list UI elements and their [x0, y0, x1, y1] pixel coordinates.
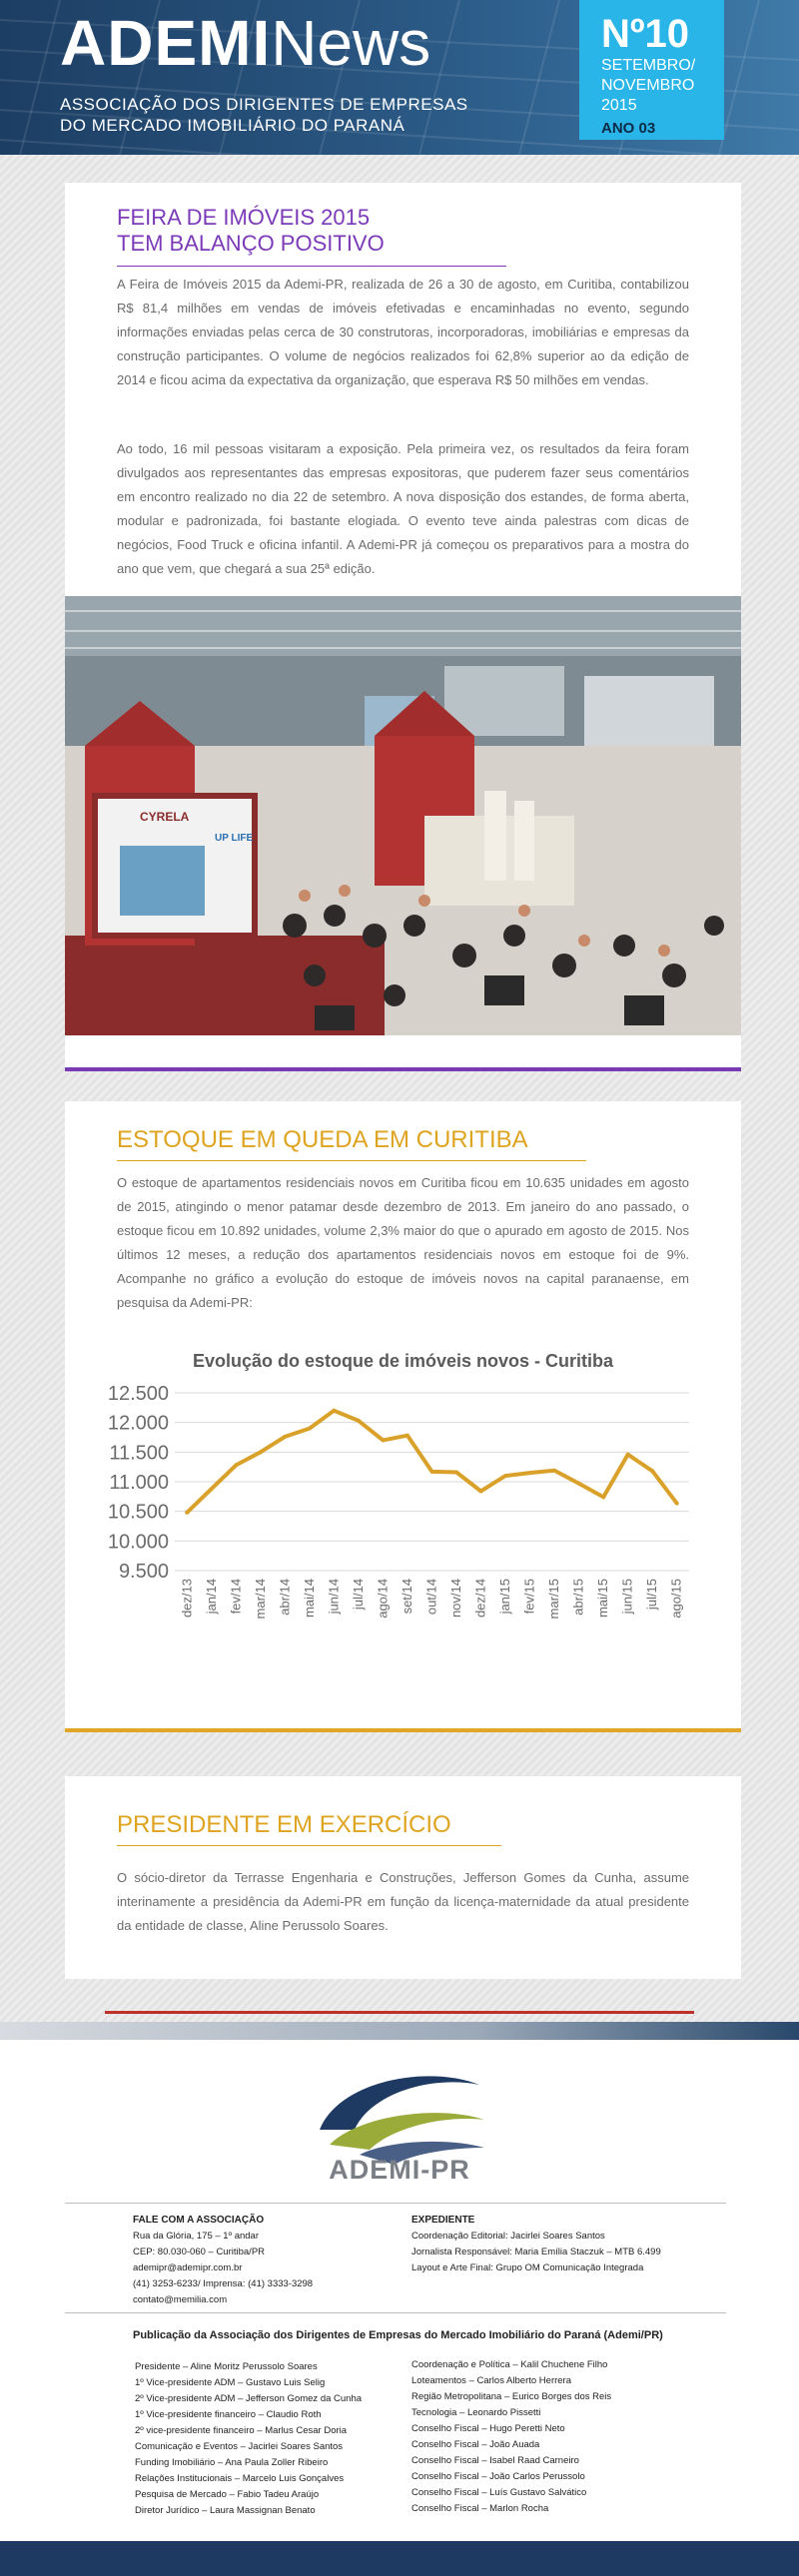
data-point [503, 1474, 507, 1478]
article-estoque [65, 1101, 741, 1730]
board-member: Conselho Fiscal – Luís Gustavo Salvático [411, 2487, 587, 2498]
issue-box [579, 0, 724, 140]
y-tick-label: 10.000 [107, 1531, 169, 1554]
data-point [283, 1435, 287, 1439]
fair-photo [65, 596, 741, 1035]
data-point [234, 1463, 238, 1467]
article-feira-paragraph-1: A Feira de Imóveis 2015 da Ademi-PR, realizada de 26 a 30 de agosto, em Curitiba, contabilizou R$ 81,4 milhões em vendas de imóveis efetivadas e encaminhadas no evento, segundo informações enviadas pelas cerca de 30 construtoras, incorporadoras, imobiliárias e empresas da construção participantes. O volume de negócios realizados foi 62,8% superior ao da edição de 2014 e ficou acima da expectativa da organização, que esperava R$ 50 milhões em vendas. [117, 277, 689, 387]
x-tick-label: dez/14 [472, 1579, 488, 1618]
title-underline [117, 1845, 501, 1846]
data-point [210, 1487, 214, 1491]
article-presidente [65, 1776, 741, 1979]
y-tick-label: 12.000 [107, 1412, 169, 1435]
expediente-line: Jornalista Responsável: Maria Emília Staczuk – MTB 6.499 [411, 2247, 661, 2257]
board-list-left [135, 2359, 362, 2519]
board-member: Relações Institucionais – Marcelo Luis Gonçalves [135, 2473, 345, 2484]
article-presidente-paragraph: O sócio-diretor da Terrasse Engenharia e Construções, Jefferson Gomes da Cunha, assume interinamente a presidência da Ademi-PR em função da licença-maternidade da atual presidente da entidade de classe, Aline Perussolo Soares. [117, 1870, 689, 1933]
x-tick-label: jan/14 [203, 1579, 219, 1614]
tagline [60, 94, 468, 136]
data-point [357, 1419, 361, 1423]
issue-month-2: NOVEMBRO [601, 77, 695, 94]
issue-ano: ANO 03 [601, 120, 656, 137]
y-tick-label: 10.500 [107, 1501, 169, 1524]
fair-photo-illustration [65, 596, 741, 1035]
brand-title [60, 6, 430, 80]
article-feira-title [117, 205, 385, 257]
data-point [454, 1471, 458, 1475]
data-point [308, 1427, 312, 1431]
article-estoque-paragraph: O estoque de apartamentos residenciais novos em Curitiba ficou em 10.635 unidades em agosto de 2015, atingindo o menor patamar desde dezembro de 2013. Em janeiro do ano passado, o estoque ficou em 10.892 unidades, volume 2,3% maior do que o apurado em agosto de 2015. Nos últimos 12 meses, a redução dos apartamentos residenciais novos em estoque foi de 9%. Acompanhe no gráfico a evolução do estoque de imóveis novos na capital paranaense, em pesquisa da Ademi-PR: [117, 1175, 689, 1310]
data-point [332, 1409, 336, 1413]
board-member: Comunicação e Eventos – Jacirlei Soares Santos [135, 2441, 344, 2452]
data-point [626, 1453, 630, 1457]
board-member: Coordenação e Política – Kalil Chuchene Filho [411, 2359, 608, 2370]
board-member: Loteamentos – Carlos Alberto Herrera [411, 2375, 571, 2386]
contact-block [133, 2213, 313, 2308]
expediente-line: Coordenação Editorial: Jacirlei Soares Santos [411, 2231, 605, 2242]
board-member: Conselho Fiscal – Hugo Peretti Neto [411, 2423, 565, 2434]
contact-email[interactable]: contato@memilia.com [133, 2294, 228, 2305]
masthead [0, 0, 799, 155]
data-point [259, 1450, 263, 1454]
board-member: Conselho Fiscal – Isabel Raad Carneiro [411, 2455, 579, 2466]
board-member: 2º Vice-presidente ADM – Jefferson Gomez da Cunha [135, 2393, 363, 2404]
x-tick-label: jul/15 [644, 1579, 660, 1610]
tagline-line-2: DO MERCADO IMOBILIÁRIO DO PARANÁ [60, 116, 405, 135]
x-tick-label: ago/14 [375, 1579, 391, 1618]
x-tick-label: mar/14 [252, 1579, 268, 1619]
data-point [675, 1502, 679, 1506]
x-tick-label: set/14 [399, 1579, 414, 1614]
board-member: Região Metropolitana – Eurico Borges dos Reis [411, 2391, 612, 2402]
expediente-block [411, 2213, 661, 2276]
contact-email[interactable]: ademipr@ademipr.com.br [133, 2262, 243, 2273]
x-tick-label: ago/15 [668, 1579, 684, 1618]
x-tick-label: jan/15 [497, 1579, 513, 1614]
contact-line: CEP: 80.030-060 – Curitiba/PR [133, 2247, 266, 2257]
board-member: Conselho Fiscal – João Carlos Perussolo [411, 2471, 585, 2482]
footer-bottom-bar [0, 2541, 799, 2576]
x-tick-label: abr/15 [570, 1579, 586, 1615]
article-presidente-title: PRESIDENTE EM EXERCÍCIO [117, 1811, 451, 1838]
footer-accent-line [105, 2011, 694, 2014]
issue-number: Nº10 [601, 12, 689, 56]
footer-divider [65, 2312, 726, 2313]
footer-banner-strip [0, 2022, 799, 2040]
board-member: Pesquisa de Mercado – Fabio Tadeu Araújo [135, 2489, 320, 2500]
article-feira-bottom-rule [65, 1067, 741, 1071]
board-member: 1º Vice-presidente ADM – Gustavo Luis Selig [135, 2377, 326, 2388]
board-member: Tecnologia – Leonardo Pissetti [411, 2407, 541, 2418]
data-point [479, 1489, 483, 1493]
board-member: Funding Imobiliário – Ana Paula Zoller Ribeiro [135, 2457, 329, 2468]
board-member: 1º Vice-presidente financeiro – Claudio Roth [135, 2409, 322, 2420]
y-tick-label: 9.500 [118, 1561, 169, 1583]
x-tick-label: jun/14 [326, 1579, 342, 1614]
brand-bold: ADEMI [60, 7, 272, 79]
x-tick-label: mar/15 [546, 1579, 562, 1619]
expediente-line: Layout e Arte Final: Grupo OM Comunicação Integrada [411, 2262, 644, 2273]
x-tick-label: fev/15 [521, 1579, 537, 1614]
data-point [552, 1469, 556, 1473]
data-point [528, 1471, 532, 1475]
footer-divider [65, 2203, 726, 2204]
photo-banner-text: UP LIFE [215, 833, 254, 844]
chart-title: Evolução do estoque de imóveis novos - Curitiba [192, 1351, 614, 1371]
board-list-right [411, 2357, 611, 2517]
data-point [185, 1511, 189, 1515]
data-point [601, 1495, 605, 1499]
article-estoque-bottom-rule [65, 1728, 741, 1732]
data-point [650, 1469, 654, 1473]
photo-sign-text: CYRELA [140, 810, 190, 824]
title-underline [117, 266, 506, 267]
board-member: Presidente – Aline Moritz Perussolo Soares [135, 2361, 318, 2372]
issue-month-1: SETEMBRO/ [601, 57, 696, 74]
brand-light: News [271, 7, 431, 79]
x-tick-label: jun/15 [619, 1579, 635, 1614]
publication-title: Publicação da Associação dos Dirigentes de Empresas do Mercado Imobiliário do Paraná (Ademi/PR) [133, 2329, 663, 2341]
article-feira-paragraph-2: Ao todo, 16 mil pessoas visitaram a exposição. Pela primeira vez, os resultados da feira foram divulgados aos representantes das empresas expositoras, que puderem fazer seus comentários em encontro realizado no dia 22 de setembro. A nova disposição dos estandes, de forma aberta, modular e padronizada, foi bastante elogiada. O evento teve ainda palestras com dicas de negócios, Food Truck e oficina infantil. A Ademi-PR já começou os preparativos para a mostra do ano que vem, que chegará a sua 25ª edição. [117, 441, 689, 576]
x-tick-label: fev/14 [228, 1579, 244, 1614]
issue-year: 2015 [601, 97, 637, 114]
stock-line-chart [65, 1381, 741, 1710]
x-tick-label: dez/13 [179, 1579, 195, 1618]
footer [0, 2040, 799, 2541]
data-point [405, 1434, 409, 1438]
article-estoque-title: ESTOQUE EM QUEDA EM CURITIBA [117, 1126, 528, 1153]
contact-line: Rua da Glória, 175 – 1º andar [133, 2231, 259, 2242]
article-feira [65, 183, 741, 1069]
board-member: 2º vice-presidente financeiro – Marlus Cesar Doria [135, 2425, 348, 2436]
x-tick-label: abr/14 [277, 1579, 293, 1615]
data-point [381, 1438, 385, 1442]
contact-phone: (41) 3253-6233/ Imprensa: (41) 3333-3298 [133, 2278, 314, 2289]
title-underline [117, 1160, 586, 1161]
article-feira-title-line-2: TEM BALANÇO POSITIVO [117, 231, 385, 256]
data-point [577, 1482, 581, 1486]
data-point [430, 1470, 434, 1474]
contact-heading: FALE COM A ASSOCIAÇÃO [133, 2215, 265, 2226]
x-tick-label: mai/15 [595, 1579, 611, 1618]
logo-text: ADEMI-PR [329, 2155, 470, 2185]
board-member: Diretor Jurídico – Laura Massignan Benato [135, 2505, 316, 2516]
y-tick-label: 11.000 [109, 1472, 169, 1494]
x-tick-label: nov/14 [448, 1579, 464, 1618]
y-tick-label: 11.500 [109, 1442, 169, 1465]
x-tick-label: jul/14 [350, 1579, 366, 1610]
tagline-line-1: ASSOCIAÇÃO DOS DIRIGENTES DE EMPRESAS [60, 95, 468, 114]
x-tick-label: out/14 [423, 1579, 439, 1615]
article-feira-title-line-1: FEIRA DE IMÓVEIS 2015 [117, 205, 371, 230]
x-tick-label: mai/14 [301, 1579, 317, 1618]
y-tick-label: 12.500 [107, 1383, 169, 1405]
board-member: Conselho Fiscal – João Auada [411, 2439, 540, 2450]
board-member: Conselho Fiscal – Marlon Rocha [411, 2503, 549, 2514]
expediente-heading: EXPEDIENTE [411, 2215, 475, 2226]
